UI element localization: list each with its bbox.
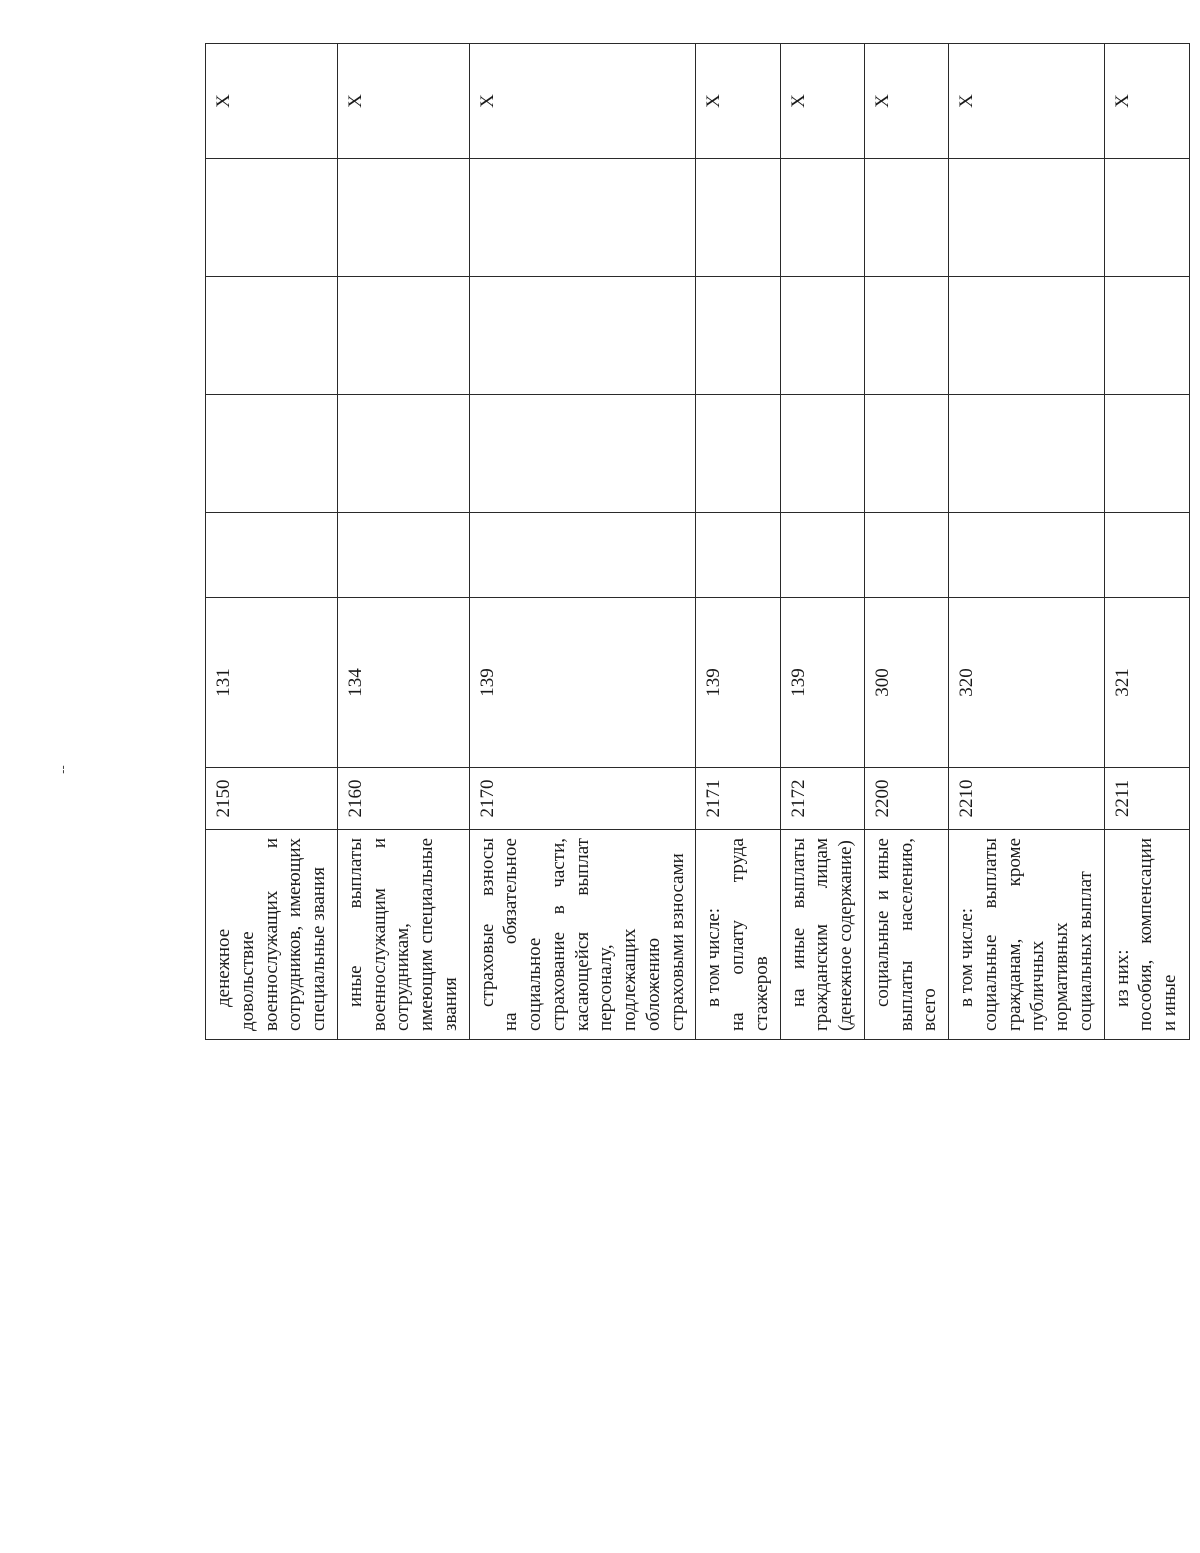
empty-value-cell: [337, 277, 469, 395]
empty-value-cell: [206, 395, 338, 513]
empty-value-cell: [780, 395, 864, 513]
empty-value-cell: [949, 513, 1105, 598]
row-description: [206, 830, 338, 1040]
row-mark: X: [864, 44, 948, 159]
page-mark: --: [54, 765, 70, 774]
row-kosgu: 139: [469, 598, 696, 768]
description-line: на иные выплаты гражданским лицам (денежное содержание): [787, 838, 856, 1031]
row-code: 2150: [206, 768, 338, 830]
description-line: денежное довольствие военнослужащих и сотрудников, имеющих специальные звания: [213, 838, 329, 1031]
row-code: 2211: [1104, 768, 1189, 830]
row-description: [949, 830, 1105, 1040]
empty-value-cell: [696, 277, 780, 395]
empty-value-cell: [949, 395, 1105, 513]
empty-value-cell: [780, 277, 864, 395]
empty-value-cell: [469, 277, 696, 395]
empty-value-cell: [696, 395, 780, 513]
empty-value-cell: [469, 159, 696, 277]
row-mark: X: [780, 44, 864, 159]
row-code: 2160: [337, 768, 469, 830]
empty-value-cell: [1104, 513, 1189, 598]
description-line: иные выплаты военнослужащим и сотрудникам, имеющим специальные звания: [344, 838, 461, 1031]
empty-value-cell: [864, 395, 948, 513]
description-line: в том числе:: [956, 907, 977, 1007]
empty-value-cell: [206, 513, 338, 598]
description-line: социальные выплаты гражданам, кроме публичных нормативных социальных выплат: [979, 838, 1096, 1031]
empty-value-cell: [1104, 395, 1189, 513]
row-description: [337, 830, 469, 1040]
row-code: 2172: [780, 768, 864, 830]
table-row: [780, 44, 864, 1040]
empty-value-cell: [337, 513, 469, 598]
row-kosgu: 300: [864, 598, 948, 768]
row-kosgu: 134: [337, 598, 469, 768]
row-kosgu: 131: [206, 598, 338, 768]
table-row: [864, 44, 948, 1040]
description-line: пособия, компенсации и иные: [1135, 838, 1180, 1031]
empty-value-cell: [337, 395, 469, 513]
rotated-document: [205, 94, 1180, 1040]
empty-value-cell: [469, 395, 696, 513]
row-kosgu: 139: [696, 598, 780, 768]
row-mark: X: [696, 44, 780, 159]
empty-value-cell: [469, 513, 696, 598]
description-line: из них:: [1111, 949, 1133, 1007]
row-code: 2210: [949, 768, 1105, 830]
row-mark: X: [469, 44, 696, 159]
empty-value-cell: [696, 159, 780, 277]
row-description: [864, 830, 948, 1040]
empty-value-cell: [949, 277, 1105, 395]
empty-value-cell: [696, 513, 780, 598]
row-mark: X: [206, 44, 338, 159]
row-description: [1104, 830, 1189, 1040]
table-row: [1104, 44, 1189, 1040]
row-kosgu: 321: [1104, 598, 1189, 768]
description-line: социальные и иные выплаты населению, всего: [871, 838, 941, 1031]
empty-value-cell: [864, 159, 948, 277]
empty-value-cell: [1104, 277, 1189, 395]
description-line: на оплату труда стажеров: [727, 838, 772, 1031]
table-row: [469, 44, 696, 1040]
empty-value-cell: [1104, 159, 1189, 277]
row-description: [696, 830, 780, 1040]
row-description: [780, 830, 864, 1040]
empty-value-cell: [337, 159, 469, 277]
table-row: [949, 44, 1105, 1040]
empty-value-cell: [864, 277, 948, 395]
empty-value-cell: [780, 159, 864, 277]
table-row: [337, 44, 469, 1040]
empty-value-cell: [206, 277, 338, 395]
expenditure-table: [205, 43, 1190, 1040]
row-code: 2200: [864, 768, 948, 830]
row-kosgu: 139: [780, 598, 864, 768]
row-mark: X: [949, 44, 1105, 159]
empty-value-cell: [864, 513, 948, 598]
row-kosgu: 320: [949, 598, 1105, 768]
row-code: 2170: [469, 768, 696, 830]
empty-value-cell: [780, 513, 864, 598]
empty-value-cell: [206, 159, 338, 277]
row-code: 2171: [696, 768, 780, 830]
description-line: в том числе:: [703, 907, 725, 1007]
row-mark: X: [1104, 44, 1189, 159]
empty-value-cell: [949, 159, 1105, 277]
table-row: [206, 44, 338, 1040]
row-description: [469, 830, 696, 1040]
description-line: страховые взносы на обязательное социальное страхование в части, касающейся выплат персоналу, подлежащих обложению страховыми взносами: [476, 838, 688, 1031]
row-mark: X: [337, 44, 469, 159]
table-row: [696, 44, 780, 1040]
